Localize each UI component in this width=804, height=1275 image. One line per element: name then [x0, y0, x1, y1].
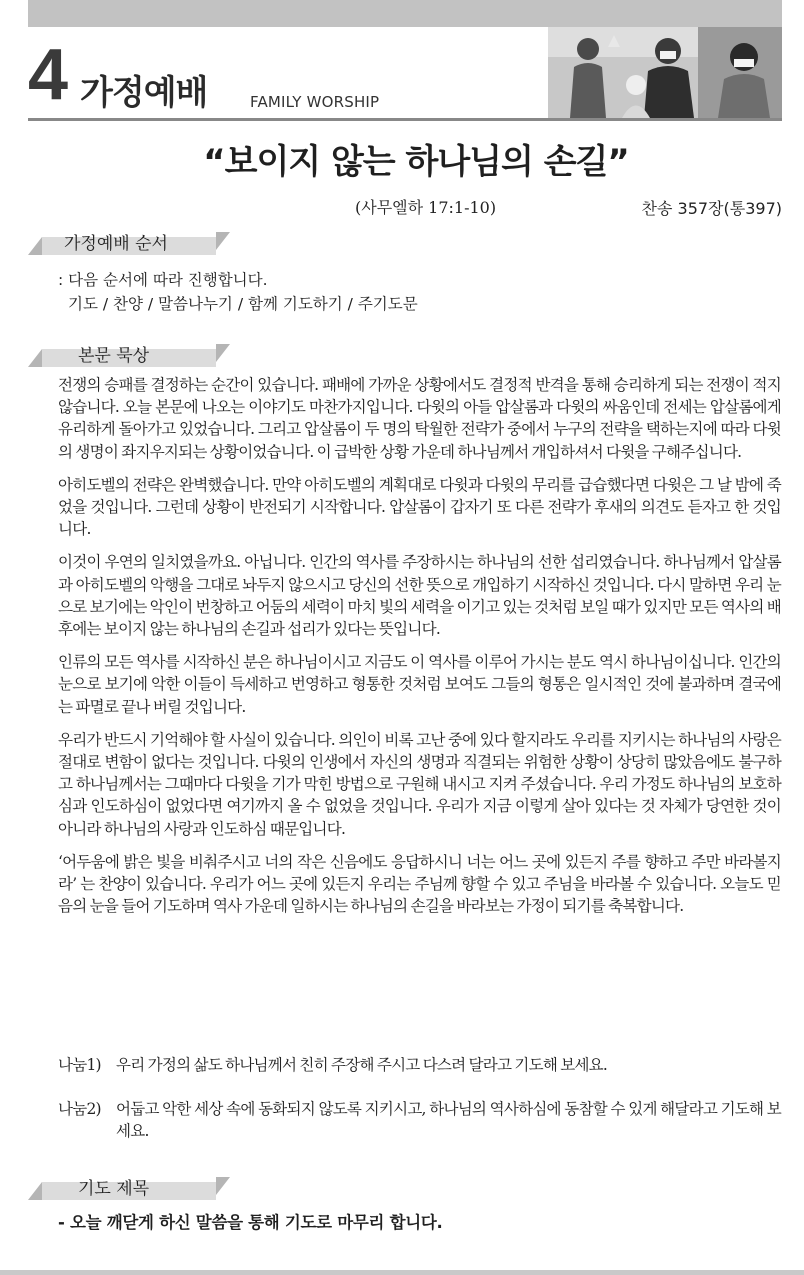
meditation-paragraph: 이것이 우연의 일치였을까요. 아닙니다. 인간의 역사를 주장하시는 하나님의 선한 섭리였습니다. 하나님께서 압살롬과 아히도벨의 악행을 그대로 놔두지 않으시고 당신의 선한 뜻으로 개입하기 시작하신 것입니다. 다시 말하면 우리 눈으로 보기에는 악인이 번창하고 어둠의 세력이 마치 빛의 세력을 이기고 있는 것처럼 보일 때가 있지만 모든 역사의 배후에는 보이지 않는 하나님의 손길과 섭리가 있다는 뜻입니다. [58, 553, 781, 639]
top-band [28, 0, 782, 27]
meditation-section-heading [28, 342, 228, 372]
heading-right-triangle [216, 344, 230, 362]
order-section-heading [28, 230, 228, 260]
sharing-question-1 [58, 1054, 781, 1076]
scripture-reference: (사무엘하 17:1-10) [355, 198, 497, 217]
meditation-paragraph: 우리가 반드시 기억해야 할 사실이 있습니다. 의인이 비록 고난 중에 있다 할지라도 우리를 지키시는 하나님의 사랑은 절대로 변함이 없다는 것입니다. 다윗의 인생에서 자신의 생명과 직결되는 위험한 상황이 상당히 많았음에도 불구하고 하나님께서는 그때마다 다윗을 기가 막힌 방법으로 구원해 내시고 지켜 주셨습니다. 우리 가정도 하나님의 보호하심과 인도하심이 없었다면 여기까지 올 수 없었을 것입니다. 우리가 지금 이렇게 살아 있다는 것 자체가 당연한 것이 아니라 하나님의 사랑과 인도하심 때문입니다. [58, 730, 781, 838]
meditation-paragraph: ‘어두움에 밝은 빛을 비춰주시고 너의 작은 신음에도 응답하시니 너는 어느 곳에 있든지 주를 향하고 주만 바라볼지라’ 는 찬양이 있습니다. 우리가 어느 곳에 있든지 우리는 주님께 향할 수 있고 주님을 바라볼 수 있습니다. 오늘도 믿음의 눈을 들어 기도하며 역사 가운데 일하시는 하나님의 손길을 바라보는 가정이 되기를 축복합니다. [58, 852, 781, 916]
sharing-question-2 [58, 1098, 781, 1143]
meditation-paragraph: 전쟁의 승패를 결정하는 순간이 있습니다. 패배에 가까운 상황에서도 결정적 반격을 통해 승리하게 되는 전쟁이 적지 않습니다. 오늘 본문에 나오는 이야기도 마찬가지입니다. 다윗의 아들 압살롬과 다윗의 싸움인데 전세는 압살롬에게 유리하게 돌아가고 있었습니다. 그리고 압살롬이 두 명의 탁월한 전략가 중에서 누구의 전략을 택하는지에 따라 다윗의 생명이 좌지우지되는 상황이었습니다. 이 급박한 상황 가운데 하나님께서 개입하셔서 다윗을 구해주십니다. [58, 376, 781, 461]
heading-left-triangle [28, 1182, 42, 1200]
order-steps: 기도 / 찬양 / 말씀나누기 / 함께 기도하기 / 주기도문 [68, 295, 418, 313]
meditation-heading-label: 본문 묵상 [78, 346, 150, 366]
order-line: : 다음 순서에 따라 진행합니다. [58, 271, 268, 289]
meditation-paragraph: 아히도벨의 전략은 완벽했습니다. 만약 아히도벨의 계획대로 다윗과 다윗의 무리를 급습했다면 다윗은 그 날 밤에 죽었을 것입니다. 그런데 상황이 반전되기 시작합니다. 압살롬이 갑자기 또 다른 전략가 후새의 의견도 듣자고 한 것입니다. [58, 475, 781, 539]
sharing-label: 나눔1) [58, 1056, 101, 1074]
heading-left-triangle [28, 349, 42, 367]
bottom-band [0, 1270, 804, 1275]
meditation-body [58, 374, 781, 928]
prayer-topic: - 오늘 깨닫게 하신 말씀을 통해 기도로 마무리 합니다. [58, 1213, 443, 1232]
heading-left-triangle [28, 237, 42, 255]
section-title: 가정예배 [80, 73, 208, 113]
section-title-english: FAMILY WORSHIP [250, 93, 380, 111]
order-heading-label: 가정예배 순서 [64, 234, 168, 254]
prayer-heading-label: 기도 제목 [78, 1179, 150, 1199]
sharing-text: 어둡고 악한 세상 속에 동화되지 않도록 지키시고, 하나님의 역사하심에 동참할 수 있게 해달라고 기도해 보세요. [116, 1100, 781, 1141]
heading-right-triangle [216, 1177, 230, 1195]
header-divider [28, 118, 782, 121]
meditation-paragraph: 인류의 모든 역사를 시작하신 분은 하나님이시고 지금도 이 역사를 이루어 가시는 분도 역시 하나님이십니다. 인간의 눈으로 보기에 악한 이들이 득세하고 번영하고 형통한 것처럼 보여도 그들의 형통은 일시적인 것에 불과하며 결국에는 파멸로 끝나 버릴 것입니다. [58, 653, 781, 716]
section-number: 4 [28, 35, 67, 115]
hymn-number: 찬송 357장(통397) [641, 199, 782, 218]
prayer-section-heading [28, 1175, 228, 1205]
sharing-text: 우리 가정의 삶도 하나님께서 친히 주장해 주시고 다스려 달라고 기도해 보세요. [116, 1056, 608, 1074]
sharing-label: 나눔2) [58, 1100, 101, 1118]
page-title: “보이지 않는 하나님의 손길” [203, 142, 629, 182]
order-instructions [58, 268, 418, 316]
header-photo [548, 27, 782, 118]
heading-right-triangle [216, 232, 230, 250]
section-header [28, 30, 548, 120]
